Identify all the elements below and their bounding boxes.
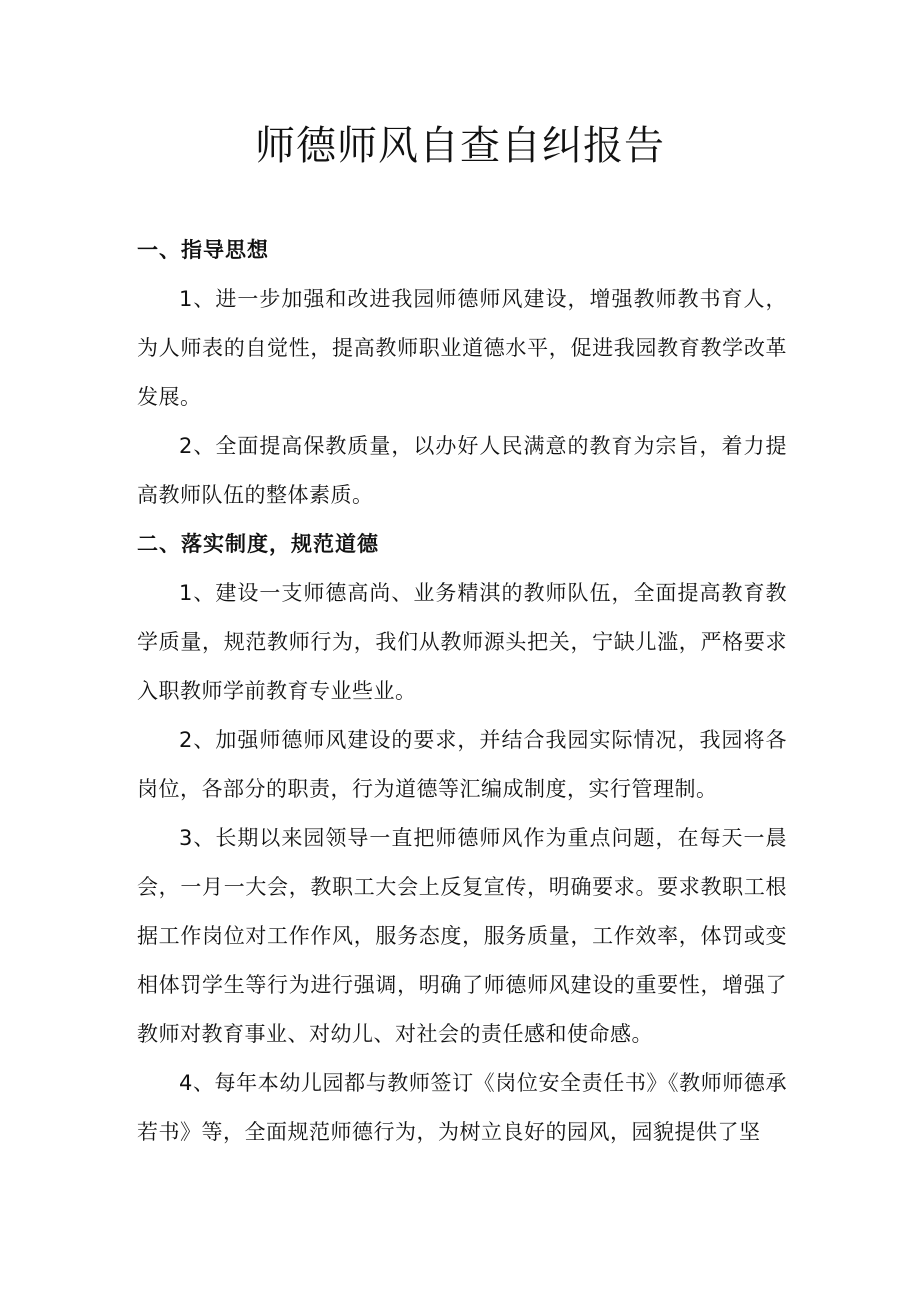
section-heading-system-implementation: 二、落实制度，规范道德 bbox=[137, 532, 379, 556]
paragraph: 3、长期以来园领导一直把师德师风作为重点问题，在每天一晨会，一月一大会，教职工大会上反复宣传，明确要求。要求教职工根据工作岗位对工作作风，服务态度，服务质量，工作效率，体罚或变相体罚学生等行为进行强调，明确了师德师风建设的重要性，增强了教师对教育事业、对幼儿、对社会的责任感和使命感。 bbox=[137, 826, 787, 1046]
document-body bbox=[137, 226, 787, 1157]
section-heading-guiding-thought: 一、指导思想 bbox=[137, 238, 269, 262]
paragraph: 1、进一步加强和改进我园师德师风建设，增强教师教书育人，为人师表的自觉性，提高教师职业道德水平，促进我园教育教学改革发展。 bbox=[137, 287, 787, 409]
paragraph: 4、每年本幼儿园都与教师签订《岗位安全责任书》《教师师德承若书》等，全面规范师德行为，为树立良好的园风，园貌提供了坚 bbox=[137, 1071, 787, 1144]
paragraph: 2、加强师德师风建设的要求，并结合我园实际情况，我园将各岗位，各部分的职责，行为道德等汇编成制度，实行管理制。 bbox=[137, 728, 787, 801]
paragraph: 1、建设一支师德高尚、业务精淇的教师队伍，全面提高教育教学质量，规范教师行为，我们从教师源头把关，宁缺儿滥，严格要求入职教师学前教育专业些业。 bbox=[137, 581, 787, 703]
paragraph: 2、全面提高保教质量，以办好人民满意的教育为宗旨，着力提高教师队伍的整体素质。 bbox=[137, 434, 787, 507]
document-title: 师德师风自查自纠报告 bbox=[255, 123, 665, 169]
